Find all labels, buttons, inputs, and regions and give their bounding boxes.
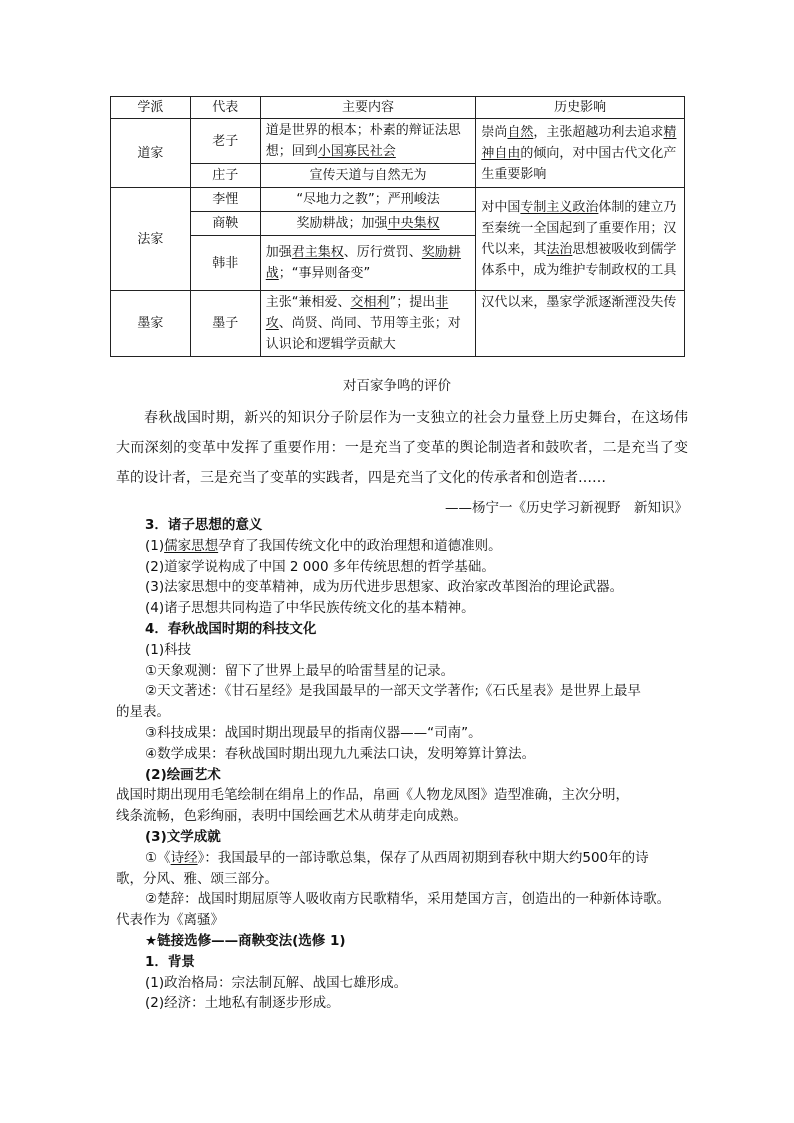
content-cell: “尽地力之教”；严刑峻法 [260,188,476,212]
content-cell: 主张“兼相爱、交相利”；提出非攻、尚贤、尚同、节用等主张；对认识论和逻辑学贡献大 [260,291,476,357]
evaluation-paragraph: 春秋战国时期，新兴的知识分子阶层作为一支独立的社会力量登上历史舞台，在这场伟大而深刻的变革中发挥了重要作用：一是充当了变革的舆论制造者和鼓吹者，二是充当了变革的设计者，三是充当了变革的实践者，四是充当了文化的传承者和创造者…… [116,410,688,486]
representative-cell: 李悝 [190,188,260,212]
content-cell: 道是世界的根本；朴素的辩证法思想；回到小国寡民社会 [260,119,476,164]
list-item: ②天文著述：《甘石星经》是我国最早的一部天文学著作;《石氏星表》是世界上最早 [145,683,641,700]
subsection-heading: (1)科技 [145,641,192,658]
header-historical-impact: 历史影响 [476,97,685,119]
header-main-content: 主要内容 [260,97,476,119]
list-item: (1)儒家思想孕育了我国传统文化中的政治理想和道德准则。 [145,537,502,554]
header-representative: 代表 [190,97,260,119]
impact-cell-mo: 汉代以来，墨家学派逐渐湮没失传 [476,291,685,357]
list-item: ①天象观测：留下了世界上最早的哈雷彗星的记录。 [145,662,455,679]
representative-cell: 墨子 [190,291,260,357]
school-cell-dao: 道家 [111,119,191,188]
schools-table [110,96,685,357]
list-item: (2)经济：土地私有制逐步形成。 [145,995,340,1012]
representative-cell: 韩非 [190,236,260,291]
school-cell-mo: 墨家 [111,291,191,357]
list-item-continuation: 的星表。 [116,704,170,721]
table-row [111,188,685,212]
impact-cell-dao: 崇尚自然，主张超越功利去追求精神自由的倾向，对中国古代文化产生重要影响 [476,119,685,188]
subsection-heading: (2)绘画艺术 [145,766,221,783]
table-row [111,291,685,357]
list-item: ③科技成果：战国时期出现最早的指南仪器——“司南”。 [145,724,482,741]
list-item: ①《诗经》：我国最早的一部诗歌总集，保存了从西周初期到春秋中期大约500年的诗 [145,849,649,866]
representative-cell: 商鞅 [190,212,260,236]
list-item-continuation: 歌，分风、雅、颂三部分。 [116,870,278,887]
list-item: (3)法家思想中的变革精神，成为历代进步思想家、政治家改革图治的理论武器。 [145,579,624,596]
notes-body [116,515,690,1014]
evaluation-caption: 对百家争鸣的评价 [343,378,451,394]
content-cell: 加强君主集权、厉行赏罚、奖励耕战；“事异则备变” [260,236,476,291]
section-heading: 3．诸子思想的意义 [145,517,263,533]
list-item: (4)诸子思想共同构造了中华民族传统文化的基本精神。 [145,600,475,617]
school-cell-fa: 法家 [111,188,191,291]
representative-cell: 庄子 [190,164,260,188]
paragraph-line: 线条流畅，色彩绚丽，表明中国绘画艺术从萌芽走向成熟。 [116,808,467,825]
table-header-row [111,97,685,119]
evaluation-source: ——杨宁一《历史学习新视野 新知识》 [445,500,688,516]
content-cell: 宣传天道与自然无为 [260,164,476,188]
list-item: ④数学成果：春秋战国时期出现九九乘法口诀，发明筹算计算法。 [145,745,536,762]
content-cell: 奖励耕战；加强中央集权 [260,212,476,236]
section-heading: ★链接选修——商鞅变法(选修 1) [145,932,346,949]
section-heading: 4．春秋战国时期的科技文化 [145,620,317,637]
list-item: (1)政治格局：宗法制瓦解、战国七雄形成。 [145,974,408,991]
subsection-heading: (3)文学成就 [145,828,221,845]
impact-cell-fa: 对中国专制主义政治体制的建立乃至秦统一全国起到了重要作用；汉代以来，其法治思想被吸收到儒学体系中，成为维护专制政权的工具 [476,188,685,291]
list-item: ②楚辞：战国时期屈原等人吸收南方民歌精华，采用楚国方言，创造出的一种新体诗歌。 [145,891,671,908]
header-school: 学派 [111,97,191,119]
representative-cell: 老子 [190,119,260,164]
list-item: (2)道家学说构成了中国 2 000 多年传统思想的哲学基础。 [145,558,495,575]
paragraph-line: 战国时期出现用毛笔绘制在绢帛上的作品，帛画《人物龙凤图》造型准确，主次分明， [116,787,629,804]
subsection-heading: 1．背景 [145,953,195,970]
table-row [111,119,685,164]
list-item-continuation: 代表作为《离骚》 [116,912,224,929]
